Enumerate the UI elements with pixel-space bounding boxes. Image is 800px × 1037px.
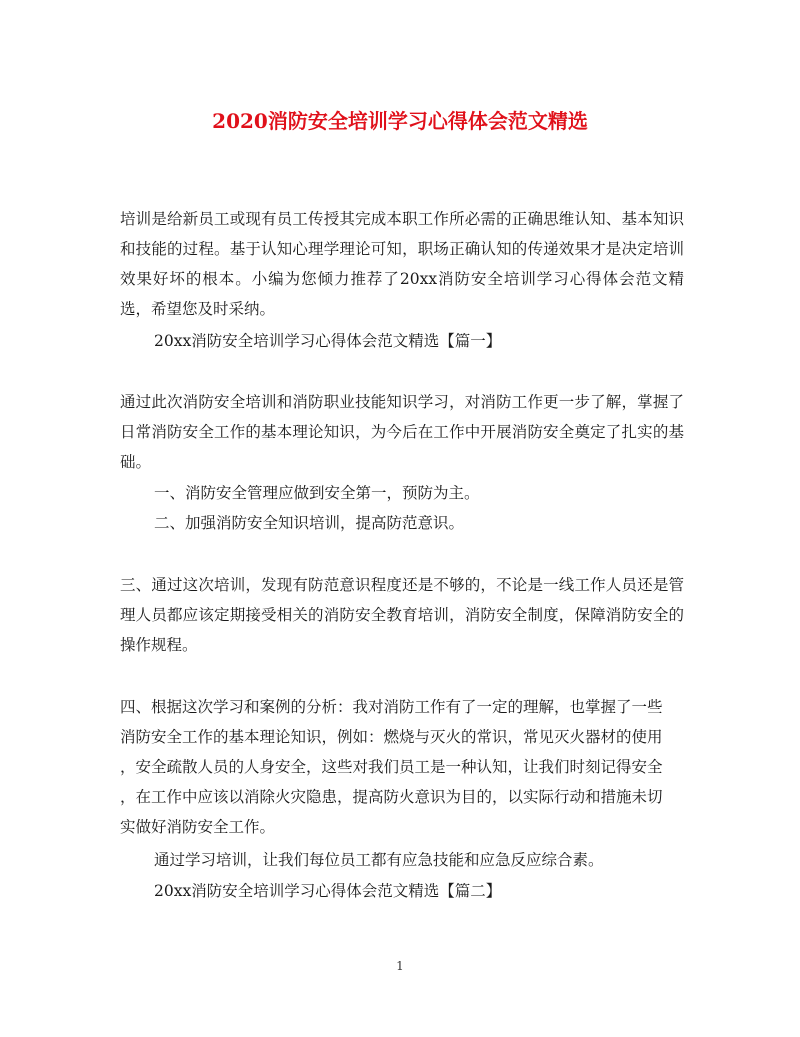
- point-4-line: 消防安全工作的基本理论知识，例如：燃烧与灭火的常识，常见灭火器材的使用: [120, 728, 663, 746]
- paragraph-1: 通过此次消防安全培训和消防职业技能知识学习，对消防工作更一步了解，掌握了日常消防安全工作的基本理论知识，为今后在工作中开展消防安全奠定了扎实的基础。: [120, 393, 684, 471]
- document-title: 2020消防安全培训学习心得体会范文精选: [212, 109, 588, 133]
- page-number: 1: [396, 959, 404, 973]
- section-heading-part2: 20xx消防安全培训学习心得体会范文精选【篇二】: [154, 882, 502, 900]
- closing-sentence: 通过学习培训，让我们每位员工都有应急技能和应急反应综合素。: [154, 851, 604, 869]
- point-2: 二、加强消防安全知识培训，提高防范意识。: [154, 514, 465, 532]
- intro-paragraph: 培训是给新员工或现有员工传授其完成本职工作所必需的正确思维认知、基本知识和技能的过程。基于认知心理学理论可知，职场正确认知的传递效果才是决定培训效果好坏的根本。小编为您倾力推荐了20xx消防安全培训学习心得体会范文精选，希望您及时采纳。: [120, 210, 684, 318]
- point-4-line: ，安全疏散人员的人身安全，这些对我们员工是一种认知，让我们时刻记得安全: [120, 758, 663, 776]
- section-heading-part1: 20xx消防安全培训学习心得体会范文精选【篇一】: [154, 332, 502, 350]
- point-3: 三、通过这次培训，发现有防范意识程度还是不够的，不论是一线工作人员还是管理人员都应该定期接受相关的消防安全教育培训，消防安全制度，保障消防安全的操作规程。: [120, 576, 684, 654]
- point-4-line: 实做好消防安全工作。: [120, 818, 276, 836]
- point-4: [120, 692, 684, 842]
- point-4-line: ，在工作中应该以消除火灾隐患，提高防火意识为目的，以实际行动和措施未切: [120, 788, 663, 806]
- point-1: 一、消防安全管理应做到安全第一，预防为主。: [154, 484, 480, 502]
- point-4-line: 四、根据这次学习和案例的分析：我对消防工作有了一定的理解，也掌握了一些: [120, 698, 663, 716]
